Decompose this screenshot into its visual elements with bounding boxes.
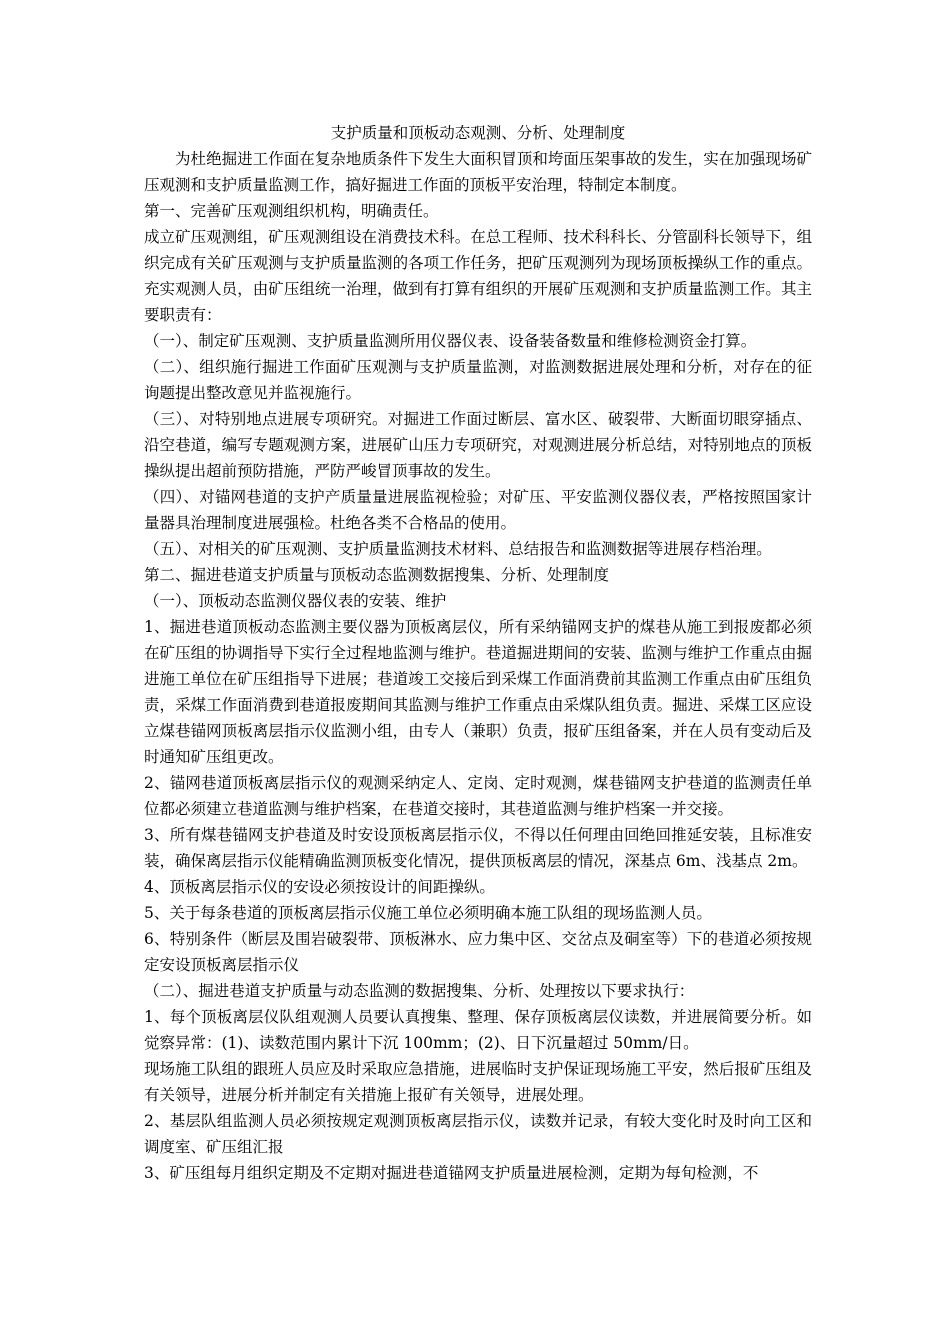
paragraph: 2、基层队组监测人员必须按规定观测顶板离层指示仪，读数并记录，有较大变化时及时向工区和调度室、矿压组汇报 — [144, 1112, 812, 1156]
paragraph: 3、所有煤巷锚网支护巷道及时安设顶板离层指示仪，不得以任何理由回绝回推延安装，且标准安装，确保离层指示仪能精确监测顶板变化情况，提供顶板离层的情况，深基点 6m、浅基点 2m。 — [144, 826, 812, 870]
paragraph: （三）、对特别地点进展专项研究。对掘进工作面过断层、富水区、破裂带、大断面切眼穿插点、沿空巷道，编写专题观测方案，进展矿山压力专项研究，对观测进展分析总结，对特别地点的顶板操纵提出超前预防措施，严防严峻冒顶事故的发生。 — [144, 410, 812, 480]
paragraph: （一）、顶板动态监测仪器仪表的安装、维护 — [144, 592, 447, 610]
paragraph: （四）、对锚网巷道的支护产质量量进展监视检验；对矿压、平安监测仪器仪表，严格按照国家计量器具治理制度进展强检。杜绝各类不合格品的使用。 — [144, 488, 812, 532]
document-page — [144, 120, 812, 1186]
paragraph: 成立矿压观测组，矿压观测组设在消费技术科。在总工程师、技术科科长、分管副科长领导下，组织完成有关矿压观测与支护质量监测的各项工作任务，把矿压观测列为现场顶板操纵工作的重点。充实观测人员，由矿压组统一治理，做到有打算有组织的开展矿压观测和支护质量监测工作。其主要职责有： — [144, 228, 812, 324]
paragraph: 1、掘进巷道顶板动态监测主要仪器为顶板离层仪，所有采纳锚网支护的煤巷从施工到报废都必须在矿压组的协调指导下实行全过程地监测与维护。巷道掘进期间的安装、监测与维护工作重点由掘进施工单位在矿压组指导下进展；巷道竣工交接后到采煤工作面消费前其监测工作重点由矿压组负责，采煤工作面消费到巷道报废期间其监测与维护工作重点由采煤队组负责。掘进、采煤工区应设立煤巷锚网顶板离层指示仪监测小组，由专人（兼职）负责，报矿压组备案，并在人员有变动后及时通知矿压组更改。 — [144, 618, 812, 766]
paragraph: （一）、制定矿压观测、支护质量监测所用仪器仪表、设备装备数量和维修检测资金打算。 — [144, 332, 757, 350]
paragraph: 5、关于每条巷道的顶板离层指示仪施工单位必须明确本施工队组的现场监测人员。 — [144, 904, 712, 922]
document-body — [144, 146, 812, 1186]
paragraph: 1、每个顶板离层仪队组观测人员要认真搜集、整理、保存顶板离层仪读数，并进展简要分析。如觉察异常：(1)、读数范围内累计下沉 100mm；(2)、日下沉量超过 50mm/日。 — [144, 1008, 812, 1052]
paragraph: 为杜绝掘进工作面在复杂地质条件下发生大面积冒顶和垮面压架事故的发生，实在加强现场矿压观测和支护质量监测工作，搞好掘进工作面的顶板平安治理，特制定本制度。 — [144, 150, 812, 194]
paragraph: 2、锚网巷道顶板离层指示仪的观测采纳定人、定岗、定时观测，煤巷锚网支护巷道的监测责任单位都必须建立巷道监测与维护档案，在巷道交接时，其巷道监测与维护档案一并交接。 — [144, 774, 812, 818]
paragraph: （二）、掘进巷道支护质量与动态监测的数据搜集、分析、处理按以下要求执行： — [144, 982, 695, 1000]
paragraph: 第一、完善矿压观测组织机构，明确责任。 — [144, 202, 439, 220]
paragraph: 3、矿压组每月组织定期及不定期对掘进巷道锚网支护质量进展检测，定期为每旬检测，不 — [144, 1164, 759, 1182]
paragraph: 第二、掘进巷道支护质量与顶板动态监测数据搜集、分析、处理制度 — [144, 566, 610, 584]
paragraph: 现场施工队组的跟班人员应及时采取应急措施，进展临时支护保证现场施工平安，然后报矿压组及有关领导，进展分析并制定有关措施上报矿有关领导，进展处理。 — [144, 1060, 812, 1104]
paragraph: 6、特别条件（断层及围岩破裂带、顶板淋水、应力集中区、交岔点及硐室等）下的巷道必须按规定安设顶板离层指示仪 — [144, 930, 812, 974]
document-title: 支护质量和顶板动态观测、分析、处理制度 — [330, 124, 626, 142]
paragraph: （二）、组织施行掘进工作面矿压观测与支护质量监测，对监测数据进展处理和分析，对存在的征询题提出整改意见并监视施行。 — [144, 358, 812, 402]
paragraph: 4、顶板离层指示仪的安设必须按设计的间距操纵。 — [144, 878, 495, 896]
paragraph: （五）、对相关的矿压观测、支护质量监测技术材料、总结报告和监测数据等进展存档治理。 — [144, 540, 772, 558]
